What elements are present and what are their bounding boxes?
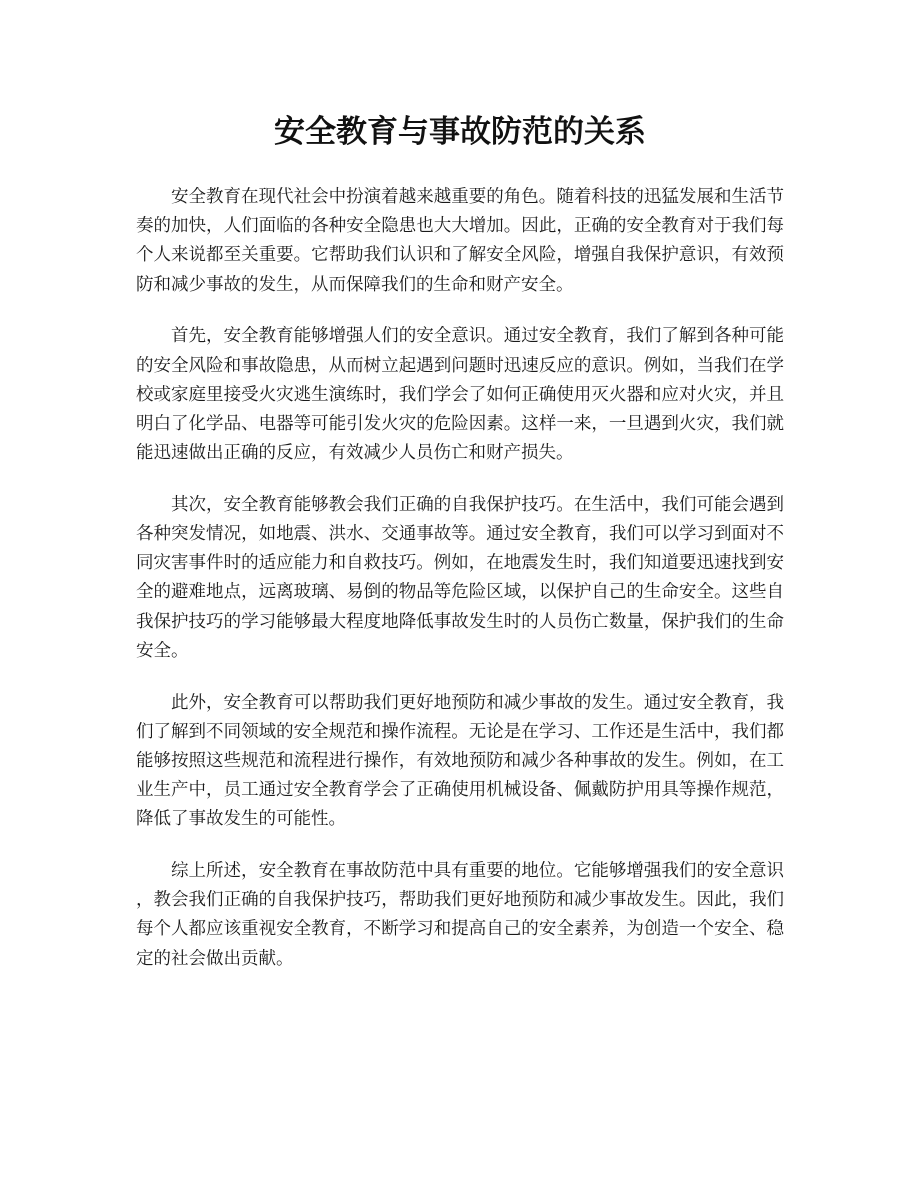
paragraph-2: 首先，安全教育能够增强人们的安全意识。通过安全教育，我们了解到各种可能的安全风险和事故隐患，从而树立起遇到问题时迅速反应的意识。例如，当我们在学校或家庭里接受火灾逃生演练时，我们学会了如何正确使用灭火器和应对火灾，并且明白了化学品、电器等可能引发火灾的危险因素。这样一来，一旦遇到火灾，我们就能迅速做出正确的反应，有效减少人员伤亡和财产损失。: [136, 326, 784, 464]
paragraph-5: 综上所述，安全教育在事故防范中具有重要的地位。它能够增强我们的安全意识，教会我们正确的自我保护技巧，帮助我们更好地预防和减少事故发生。因此，我们每个人都应该重视安全教育，不断学习和提高自己的安全素养，为创造一个安全、稳定的社会做出贡献。: [136, 861, 784, 969]
document-body: [136, 183, 784, 996]
paragraph-4: 此外，安全教育可以帮助我们更好地预防和减少事故的发生。通过安全教育，我们了解到不同领域的安全规范和操作流程。无论是在学习、工作还是生活中，我们都能够按照这些规范和流程进行操作，有效地预防和减少各种事故的发生。例如，在工业生产中，员工通过安全教育学会了正确使用机械设备、佩戴防护用具等操作规范，降低了事故发生的可能性。: [136, 692, 784, 830]
paragraph-3: 其次，安全教育能够教会我们正确的自我保护技巧。在生活中，我们可能会遇到各种突发情况，如地震、洪水、交通事故等。通过安全教育，我们可以学习到面对不同灾害事件时的适应能力和自救技巧。例如，在地震发生时，我们知道要迅速找到安全的避难地点，远离玻璃、易倒的物品等危险区域，以保护自己的生命安全。这些自我保护技巧的学习能够最大程度地降低事故发生时的人员伤亡数量，保护我们的生命安全。: [136, 494, 784, 661]
document-title: 安全教育与事故防范的关系: [274, 114, 646, 150]
paragraph-1: 安全教育在现代社会中扮演着越来越重要的角色。随着科技的迅猛发展和生活节奏的加快，人们面临的各种安全隐患也大大增加。因此，正确的安全教育对于我们每个人来说都至关重要。它帮助我们认识和了解安全风险，增强自我保护意识，有效预防和减少事故的发生，从而保障我们的生命和财产安全。: [136, 187, 784, 295]
